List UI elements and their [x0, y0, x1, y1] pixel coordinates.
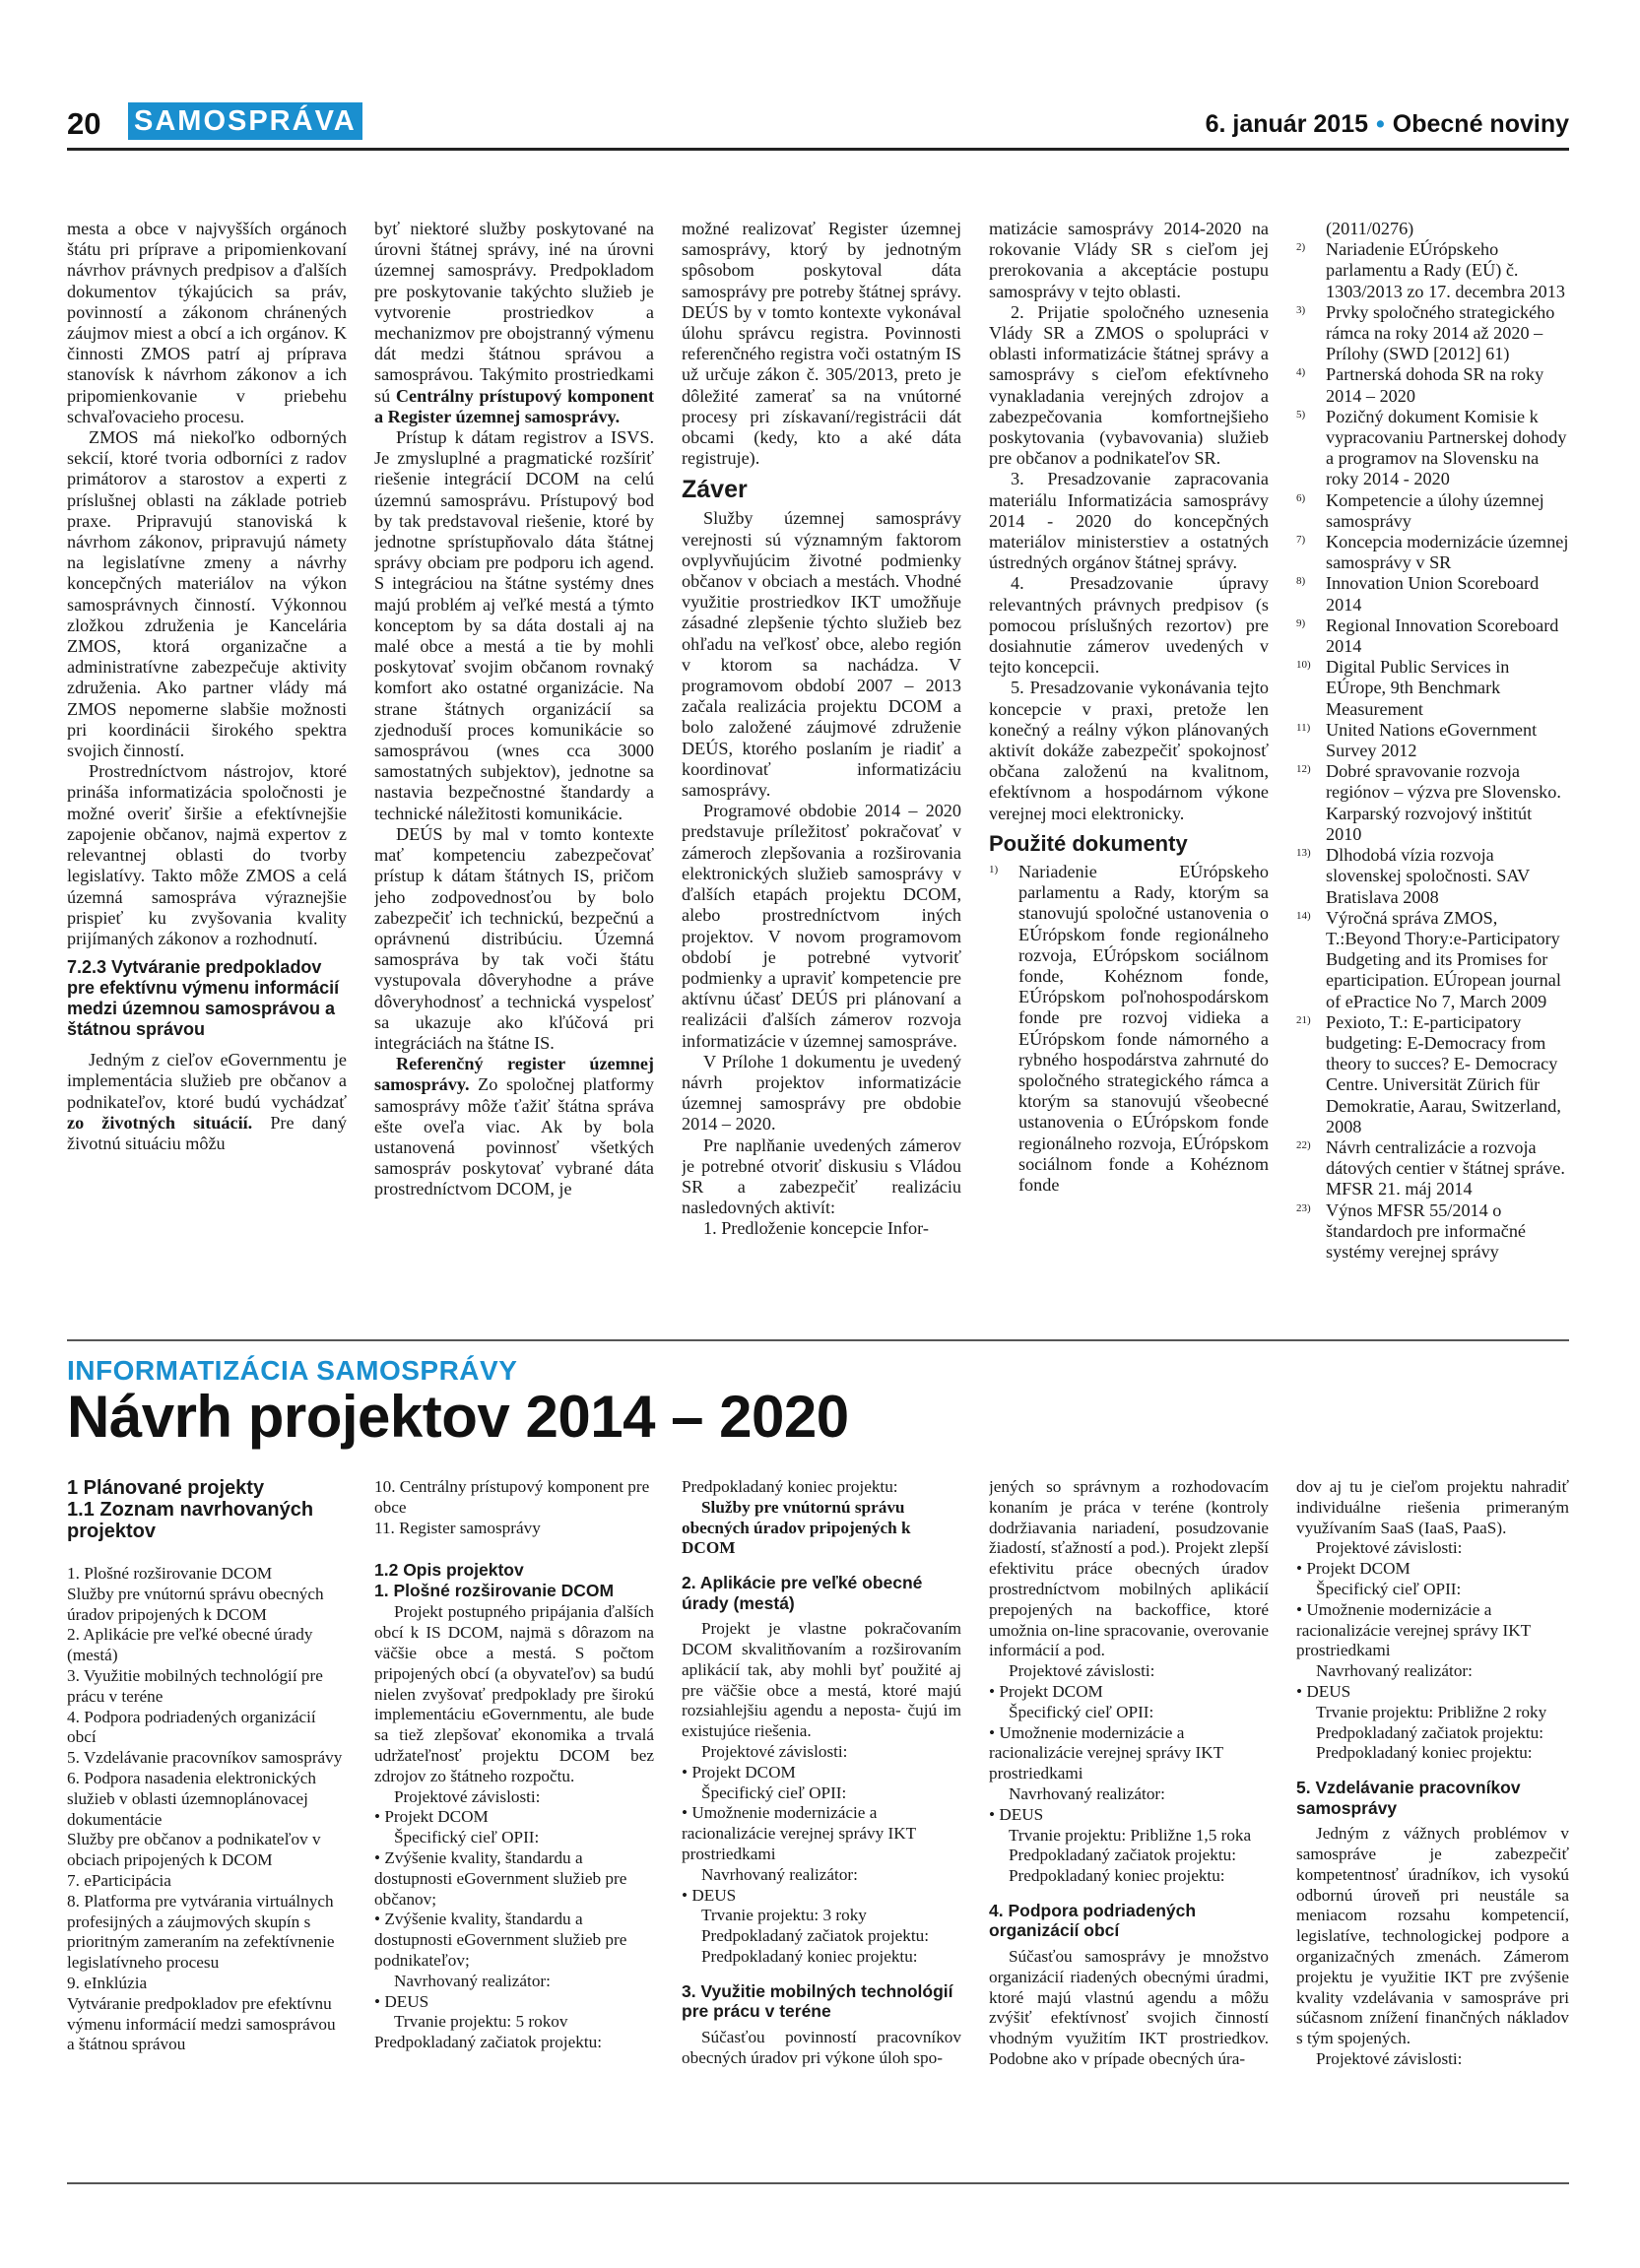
- paragraph: 2. Prijatie spoločného uznesenia Vlády SR a ZMOS o spolupráci v oblasti informatizácie štátnej správy a samosprávy s cieľom efektívneho vynakladania verejných zdrojov a zabezpečovania komfortnejšieho poskytovania (vybavovania) služieb pre občanov a podnikateľov SR.: [989, 301, 1269, 469]
- detail-line: Navrhovaný realizátor:: [1009, 1783, 1165, 1803]
- reference-item: [1296, 239, 1569, 302]
- detail-line: Trvanie projektu: Približne 1,5 roka: [1009, 1825, 1252, 1845]
- reference-number: 14): [1296, 909, 1311, 922]
- list-item: 5. Vzdelávanie pracovníkov samosprávy: [67, 1748, 343, 1768]
- list-item: 3. Využitie mobilných technológií pre prácu v teréne: [67, 1665, 323, 1706]
- issue-info: [1206, 110, 1569, 139]
- section-heading: Použité dokumenty: [989, 830, 1188, 856]
- article1-column-3: [682, 219, 961, 1333]
- article2-column-2: [374, 1477, 654, 2178]
- spacer: [989, 1887, 1269, 1893]
- reference-item: [1296, 532, 1569, 573]
- reference-item: [1296, 1012, 1569, 1137]
- heading: 1.2 Opis projektov: [374, 1560, 524, 1581]
- detail-line: • Umožnenie modernizácie a racionalizácie verejnej správy IKT prostriedkami: [682, 1803, 916, 1863]
- article1-column-2: [374, 219, 654, 1333]
- detail-line: • DEUS: [1296, 1681, 1351, 1701]
- reference-item: [1296, 761, 1569, 845]
- list-item: 6. Podpora nasadenia elektronických služieb v oblasti územnoplánovacej dokumentácie: [67, 1768, 316, 1829]
- heading: 1 Plánované projekty: [67, 1477, 265, 1499]
- paragraph: Pre naplňanie uvedených zámerov je potrebné otvoriť diskusiu s Vládou SR a zabezpečiť realizáciu nasledovných aktivít:: [682, 1134, 961, 1218]
- heading: 5. Vzdelávanie pracovníkov samosprávy: [1296, 1778, 1521, 1818]
- text-line: Projektové závislosti:: [1316, 2048, 1463, 2068]
- reference-text: Pozičný dokument Komisie k vypracovaniu Partnerskej dohody a programov na Slovensku na roky 2014 - 2020: [1326, 406, 1567, 489]
- detail-line: Predpokladaný začiatok projektu:: [701, 1926, 929, 1946]
- reference-number: 10): [1296, 659, 1311, 672]
- article2-column-1: [67, 1477, 347, 2178]
- list-item: 4. Podpora podriadených organizácií obcí: [67, 1707, 316, 1747]
- reference-number: 12): [1296, 763, 1311, 776]
- project-list: [67, 1564, 347, 2055]
- reference-item: [1296, 1137, 1569, 1200]
- reference-number: 22): [1296, 1138, 1311, 1151]
- paragraph: 5. Presadzovanie vykonávania tejto koncepcie v praxi, pretože len konečný a reálny výkon plánovaných aktivít dokáže zabezpečiť spokojnosť občana založenú na kvalitnom, efektívnom a hospodárnom výkone verejnej moci elektronicky.: [989, 678, 1269, 823]
- paragraph: Projekt je vlastne pokračovaním DCOM skvalitňovaním a rozširovaním aplikácií tak, aby mohli byť použité aj pre väčšie obce a mestá, ktoré majú rozsiahlejšiu agendu a neposta- čujú im existujúce riešenia.: [682, 1619, 961, 1741]
- article2-column-3: [682, 1477, 961, 2178]
- reference-text: Innovation Union Scoreboard 2014: [1326, 573, 1540, 615]
- paragraph: V Prílohe 1 dokumentu je uvedený návrh projektov informatizácie územnej samosprávy pre obdobie 2014 – 2020.: [682, 1051, 961, 1134]
- detail-line: Predpokladaný začiatok projektu:: [1009, 1846, 1236, 1865]
- paragraph: 3. Presadzovanie zapracovania materiálu Informatizácia samosprávy 2014 - 2020 do koncepčných materiálov ministerstiev a ostatných ústredných orgánov štátnej správy.: [989, 469, 1269, 573]
- list-item: 9. eInklúzia: [67, 1973, 148, 1992]
- reference-number: 9): [1296, 616, 1306, 629]
- spacer: [374, 1538, 654, 1552]
- detail-line: Predpokladaný začiatok projektu:: [374, 2033, 602, 2052]
- reference-number: 6): [1296, 491, 1306, 504]
- detail-line: • DEUS: [989, 1804, 1044, 1824]
- detail-line: Predpokladaný koniec projektu:: [1009, 1866, 1225, 1886]
- paragraph: Programové obdobie 2014 – 2020 predstavuje príležitosť pokračovať v zámeroch zlepšovania a rozširovania elektronických služieb samosprávy v ďalších etapách projektu DCOM, alebo prostredníctvom iných projektov. V novom programovom období je potrebné vytvoriť podmienky a upraviť kompetencie pre aktívnu účasť DEÚS pri plánovaní a realizácii ďalších zámerov rozvoja informatizácie v územnej samospráve.: [682, 801, 961, 1051]
- page-number: 20: [67, 106, 101, 141]
- text-line: Predpokladaný koniec projektu:: [682, 1477, 898, 1496]
- reference-text: Partnerská dohoda SR na roky 2014 – 2020: [1326, 364, 1544, 406]
- detail-line: Špecifický cieľ OPII:: [1009, 1702, 1154, 1721]
- paragraph: Jedným z vážnych problémov v samospráve je zabezpečiť kompetentnosť úradníkov, ich vysokú odbornú úroveň pri neustále sa meniacom rozsahu kompetencií, legislatíve, technologickej podpore a organizačných zmenách. Zámerom projektu je využitie IKT pre zvýšenie kvality vzdelávania v samospráve pri súčasnom znížení finančných nákladov s tým spojených.: [1296, 1824, 1569, 2048]
- reference-text: Regional Innovation Scoreboard 2014: [1326, 615, 1559, 657]
- reference-item: [1296, 490, 1569, 532]
- reference-item: [989, 862, 1269, 1196]
- subsection-heading: 7.2.3 Vytváranie predpokladov pre efektívnu výmenu informácií medzi územnou samosprávou a štátnou správou: [67, 957, 340, 1040]
- detail-line: Trvanie projektu: Približne 2 roky: [1316, 1702, 1547, 1721]
- project-details: [1296, 1538, 1569, 1764]
- detail-line: • Zvýšenie kvality, štandardu a dostupnosti eGovernment služieb pre podnikateľov;: [374, 1910, 627, 1970]
- reference-number: 13): [1296, 847, 1311, 860]
- paragraph: Súčasťou samosprávy je množstvo organizácií riadených obecnými úradmi, ktoré majú vlastnú agendu a môžu zvýšiť efektívnosť svojich činností vhodným využitím IKT prostriedkov. Podobne ako v prípade obecných úra-: [989, 1946, 1269, 2068]
- list-item: Vytváranie predpokladov pre efektívnu výmenu informácií medzi samosprávou a štátnou správou: [67, 1993, 336, 2054]
- paragraph: Jedným z cieľov eGovernmentu je implementácia služieb pre občanov a podnikateľov, ktoré budú vychádzať zo životných situácií. Pre daný životnú situáciu môžu: [67, 1050, 347, 1153]
- detail-line: • Projekt DCOM: [1296, 1559, 1410, 1579]
- reference-text: Dobré spravovanie rozvoja regiónov – výzva pre Slovensko. Karparský rozvojový inštitút 2010: [1326, 761, 1561, 844]
- heading: 2. Aplikácie pre veľké obecné úrady (mestá): [682, 1573, 923, 1613]
- list-item: Služby pre vnútornú správu obecných úradov pripojených k DCOM: [67, 1584, 324, 1624]
- paragraph: Projekt postupného pripájania ďalších obcí k IS DCOM, najmä s dôrazom na väčšie obce a mestá. S počtom pripojených obcí (a obyvateľov) sa budú nielen zvyšovať predpoklady pre širokú implementáciu eGovernmentu, ale bude sa tiež zlepšovať ekonomika a trvalá udržateľnosť projektu DCOM bez zdrojov zo štátneho rozpočtu.: [374, 1602, 654, 1785]
- reference-text: Kompetencie a úlohy územnej samosprávy: [1326, 489, 1544, 531]
- paragraph: jených so správnym a rozhodovacím konaním je práca v teréne (kontroly dodržiavania nariadení, posudzovanie žiadostí, sťažností a pod.). Projekt zlepší efektivitu práce obecných úradov prostredníctvom mobilných aplikácií prepojených na backoffice, ktoré umožnia on-line spracovanie, overovanie informácií a pod.: [989, 1477, 1269, 1660]
- reference-number: 1): [989, 863, 999, 875]
- paragraph: matizácie samosprávy 2014-2020 na rokovanie Vlády SR s cieľom jej prerokovania a akceptácie postupu samosprávy v tejto oblasti.: [989, 219, 1269, 301]
- detail-line: Predpokladaný koniec projektu:: [1316, 1743, 1533, 1763]
- list-item: 8. Platforma pre vytvárania virtuálnych profesijných a záujmových skupín s prioritným zameraním na zefektívnenie legislatívneho procesu: [67, 1891, 335, 1973]
- detail-line: Špecifický cieľ OPII:: [1316, 1579, 1462, 1598]
- detail-line: Špecifický cieľ OPII:: [701, 1782, 847, 1802]
- reference-item: [1296, 908, 1569, 1012]
- reference-text: Nariadenie EÚrópskeho parlamentu a Rady, ktorým sa stanovujú spoločné ustanovenia o EÚrópskom fonde regionálneho rozvoja, EÚrópskom sociálnom fonde, Kohéznom fonde, EÚrópskom poľnohospodárskom fonde pre rozvoj vidieka a EÚrópskom fonde námorného a rybného hospodárstva zahrnuté do spoločného strategického rámca a ktorým sa stanovujú všeobecné ustanovenia o EÚrópskom fonde regionálneho rozvoja, EÚrópskom sociálnom fonde a Kohéznom fonde: [1018, 861, 1269, 1195]
- reference-text: Koncepcia modernizácie územnej samosprávy v SR: [1326, 532, 1569, 573]
- article1-column-4: [989, 219, 1269, 1333]
- project-details: [682, 1742, 961, 1968]
- reference-item: [1296, 845, 1569, 908]
- bottom-rule: [67, 2182, 1569, 2184]
- reference-number: 21): [1296, 1013, 1311, 1026]
- project-details: [989, 1661, 1269, 1887]
- separator-dot: •: [1376, 110, 1385, 138]
- detail-line: Projektové závislosti:: [701, 1741, 848, 1761]
- paragraph: Súčasťou povinností pracovníkov obecných úradov pri výkone úloh spo-: [682, 2027, 961, 2067]
- paragraph: Služby územnej samosprávy verejnosti sú významným faktorom ovplyvňujúcim životné podmienky občanov v obciach a mestách. Vhodné využitie prostriedkov IKT umožňuje zásadné zlepšenie týchto služieb bez ohľadu na veľkosť obce, alebo región v ktorom sa nachádza. V programovom období 2007 – 2013 začala realizácia projektu DCOM a bolo založené záujmové združenie DEÚS, ktorého poslaním je riadiť a koordinovať informatizáciu samosprávy.: [682, 508, 961, 801]
- paragraph: 4. Presadzovanie úpravy relevantných právnych predpisov (s pomocou príslušných rezortov) pre dosiahnutie zámerov uvedených v tejto koncepcii.: [989, 573, 1269, 678]
- reference-item: [1296, 616, 1569, 657]
- reference-item: [1296, 720, 1569, 761]
- spacer: [682, 1968, 961, 1974]
- list-item: 11. Register samosprávy: [374, 1518, 541, 1537]
- article-divider: [67, 1339, 1569, 1341]
- reference-item: [1296, 407, 1569, 490]
- page-header: [67, 102, 1569, 142]
- publication-name: Obecné noviny: [1392, 110, 1569, 138]
- article2-column-5: [1296, 1477, 1569, 2178]
- reference-item: [1296, 364, 1569, 406]
- detail-line: • Zvýšenie kvality, štandardu a dostupnosti eGovernment služieb pre občanov;: [374, 1847, 627, 1909]
- reference-number: 23): [1296, 1201, 1311, 1214]
- reference-item: [1296, 657, 1569, 720]
- section-heading: Záver: [682, 476, 748, 504]
- reference-number: 4): [1296, 366, 1306, 379]
- heading: 1. Plošné rozširovanie DCOM: [374, 1580, 615, 1600]
- detail-line: Trvanie projektu: 3 roky: [701, 1906, 867, 1925]
- article-kicker: INFORMATIZÁCIA SAMOSPRÁVY: [67, 1355, 518, 1386]
- paragraph: dov aj tu je cieľom projektu nahradiť individuálne riešenia primeraným využívaním SaaS (IaaS, PaaS).: [1296, 1477, 1569, 1537]
- detail-line: Navrhovaný realizátor:: [394, 1971, 551, 1990]
- paragraph: mesta a obce v najvyšších orgánoch štátu pri príprave a pripomienkovaní návrhov právnych predpisov a ďalších dokumentov týkajúcich sa práv, povinností a zákonom chránených záujmov miest a obcí a ich orgánov. K činnosti ZMOS patrí aj príprava stanovísk k návrhom zákonov a ich pripomienkovanie v priebehu schvaľovacieho procesu.: [67, 219, 347, 426]
- issue-date: 6. január 2015: [1205, 110, 1369, 138]
- paragraph: ZMOS má niekoľko odborných sekcií, ktoré tvoria odborníci z radov primátorov a starostov a experti z príslušnej oblasti na základe potrieb praxe. Pripravujú stanoviská k návrhom zákonov, pripravujú námety na legislatívne zmeny a návrhy koncepčných materiálov na výkon samosprávnych činností. Výkonnou zložkou združenia je Kancelária ZMOS, ktorá organizačne a administratívne zabezpečuje aktivity združenia. Ako partner vlády má ZMOS nepomerne slabšie možnosti pri koordinácii širokého spektra svojich činností.: [67, 427, 347, 761]
- reference-text: Digital Public Services in EÚrope, 9th Benchmark Measurement: [1326, 657, 1510, 719]
- detail-line: • Projekt DCOM: [989, 1681, 1103, 1701]
- article1-column-5: [1296, 219, 1569, 1333]
- spacer: [1296, 1764, 1569, 1770]
- paragraph: byť niektoré služby poskytované na úrovni štátnej správy, iné na úrovni územnej samosprávy. Predpokladom pre poskytovanie takýchto služieb je vytvorenie prostriedkov a mechanizmov pre obojstranný výmenu dát medzi štátnou správou a samosprávou. Takýmito prostriedkami sú Centrálny prístupový komponent a Register územnej samosprávy.: [374, 219, 654, 426]
- reference-text: Nariadenie EÚrópskeho parlamentu a Rady (EÚ) č. 1303/2013 zo 17. decembra 2013: [1326, 239, 1565, 301]
- paragraph: možné realizovať Register územnej samosprávy, ktorý by jednotným spôsobom poskytoval dáta samosprávy pre potreby štátnej správy. DEÚS by v tomto kontexte vykonával úlohu správcu registra. Povinnosti referenčného registra voči ostatným IS už určuje zákon č. 305/2013, preto je dôležité zamerať sa na vnútorné procesy pri získavaní/registrácii dát obcami (kedy, kto a aké dáta registruje).: [682, 219, 961, 469]
- detail-line: Trvanie projektu: 5 rokov: [394, 2012, 568, 2032]
- paragraph: DEÚS by mal v tomto kontexte mať kompetenciu zabezpečovať prístup k dátam štátnych IS, pričom jeho zodpovednosťou by bolo zabezpečiť ich technickú, bezpečnú a oprávnenú distribúciu. Územná samospráva by tak voči štátu vystupovala dôveryhodne a práve dôveryhodnosť a technická vyspelosť sa ukazuje ako kľúčová pri integráciách na štátne IS.: [374, 823, 654, 1053]
- reference-list: [1296, 239, 1569, 1263]
- paragraph: Prístup k dátam registrov a ISVS. Je zmysluplné a pragmatické rozšíriť riešenie integrácií DCOM na celú územnú samosprávu. Prístupový bod by tak predstavoval riešenie, ktoré by jednotne sprístupňovalo dáta štátnej správy obciam pre podporu ich agend. S integráciou na štátne systémy dnes majú problém aj veľké mestá a týmto konceptom by sa dáta dostali aj na malé obce a mestá a tie by mohli poskytovať svojim občanom rovnaký komfort ako ostatné organizácie. Na strane štátnych organizácií sa zjednoduší proces komunikácie so samosprávou (wnes cca 3000 samostatných subjektov), jednotne sa nastavia bezpečnostné štandardy a technické náležitosti komunikácie.: [374, 427, 654, 823]
- list-item: 1. Plošné rozširovanie DCOM: [67, 1564, 273, 1583]
- detail-line: • Umožnenie modernizácie a racionalizácie verejnej správy IKT prostriedkami: [1296, 1599, 1531, 1660]
- detail-line: • Projekt DCOM: [682, 1762, 796, 1782]
- paragraph: Referenčný register územnej samosprávy. Zo spoločnej platformy samosprávy môže ťažiť štátna správa ešte oveľa viac. Ak by bola ustanovená povinnosť všetkých samospráv poskytovať vybrané dáta prostredníctvom DCOM, je: [374, 1054, 654, 1199]
- list-item: 10. Centrálny prístupový komponent pre obce: [374, 1477, 650, 1517]
- detail-line: Navrhovaný realizátor:: [1316, 1661, 1473, 1681]
- article2-column-4: [989, 1477, 1269, 2178]
- reference-number: 8): [1296, 575, 1306, 588]
- header-rule: [67, 148, 1569, 151]
- heading: 4. Podpora podriadených organizácií obcí: [989, 1900, 1197, 1941]
- article1-column-1: [67, 219, 347, 1333]
- reference-text: Dlhodobá vízia rozvoja slovenskej spoločnosti. SAV Bratislava 2008: [1326, 845, 1530, 907]
- detail-line: Predpokladaný začiatok projektu:: [1316, 1722, 1543, 1742]
- spacer: [682, 1559, 961, 1565]
- reference-item: [1296, 302, 1569, 365]
- detail-line: • DEUS: [374, 1991, 429, 2011]
- heading: 3. Využitie mobilných technológií pre prácu v teréne: [682, 1980, 953, 2022]
- detail-line: Projektové závislosti:: [1316, 1538, 1463, 1558]
- reference-number: 5): [1296, 408, 1306, 421]
- reference-item: [1296, 573, 1569, 615]
- reference-number: 11): [1296, 721, 1311, 734]
- project-details: [374, 1787, 654, 2053]
- reference-text: United Nations eGovernment Survey 2012: [1326, 719, 1538, 761]
- detail-line: • Projekt DCOM: [374, 1807, 489, 1827]
- article-headline: Návrh projektov 2014 – 2020: [67, 1384, 849, 1450]
- detail-line: • Umožnenie modernizácie a racionalizácie verejnej správy IKT prostriedkami: [989, 1722, 1223, 1783]
- detail-line: Špecifický cieľ OPII:: [394, 1828, 540, 1847]
- list-item: 7. eParticipácia: [67, 1870, 171, 1890]
- reference-number: 3): [1296, 303, 1306, 316]
- section-label: SAMOSPRÁVA: [128, 102, 362, 140]
- detail-line: Predpokladaný koniec projektu:: [701, 1946, 918, 1966]
- reference-text: Výnos MFSR 55/2014 o štandardoch pre informačné systémy verejnej správy: [1326, 1199, 1527, 1262]
- detail-line: Navrhovaný realizátor:: [701, 1864, 858, 1884]
- detail-line: Projektové závislosti:: [1009, 1661, 1155, 1681]
- reference-item: [1296, 1200, 1569, 1264]
- reference-number: 7): [1296, 534, 1306, 547]
- reference-continuation: (2011/0276): [1326, 219, 1414, 238]
- detail-line: Projektové závislosti:: [394, 1786, 541, 1806]
- bold-text: Služby pre vnútornú správu obecných úradov pripojených k DCOM: [682, 1497, 911, 1558]
- heading: 1.1 Zoznam navrhovaných projektov: [67, 1499, 314, 1542]
- list-item: Služby pre občanov a podnikateľov v obciach pripojených k DCOM: [67, 1830, 321, 1870]
- reference-text: Návrh centralizácie a rozvoja dátových centier v štátnej správe. MFSR 21. máj 2014: [1326, 1136, 1565, 1199]
- paragraph: Prostredníctvom nástrojov, ktoré prináša informatizácia spoločnosti je možné overiť širšie a efektívnejšie zapojenie občanov, najmä expertov z relevantnej oblasti do tvorby legislatívy. Takto môže ZMOS a celá územná samospráva výraznejšie prispieť ku zvyšovania kvality prijímaných zákonov a rozhodnutí.: [67, 761, 347, 948]
- list-item: 2. Aplikácie pre veľké obecné úrady (mestá): [67, 1625, 313, 1665]
- reference-number: 2): [1296, 241, 1306, 254]
- reference-text: Výročná správa ZMOS, T.:Beyond Thory:e-Participatory Budgeting and its Promises for eparticipation. EÚropean journal of ePractice No 7, March 2009: [1326, 907, 1561, 1011]
- detail-line: • DEUS: [682, 1885, 737, 1905]
- paragraph: 1. Predloženie koncepcie Infor-: [703, 1218, 929, 1239]
- reference-text: Prvky spoločného strategického rámca na roky 2014 až 2020 – Prílohy (SWD [2012] 61): [1326, 301, 1555, 364]
- reference-text: Pexioto, T.: E-participatory budgeting: E-Democracy from theory to succes? E- Democracy Centre. Universität Zürich für Demokratie, Aarau, Switzerland, 2008: [1326, 1011, 1561, 1136]
